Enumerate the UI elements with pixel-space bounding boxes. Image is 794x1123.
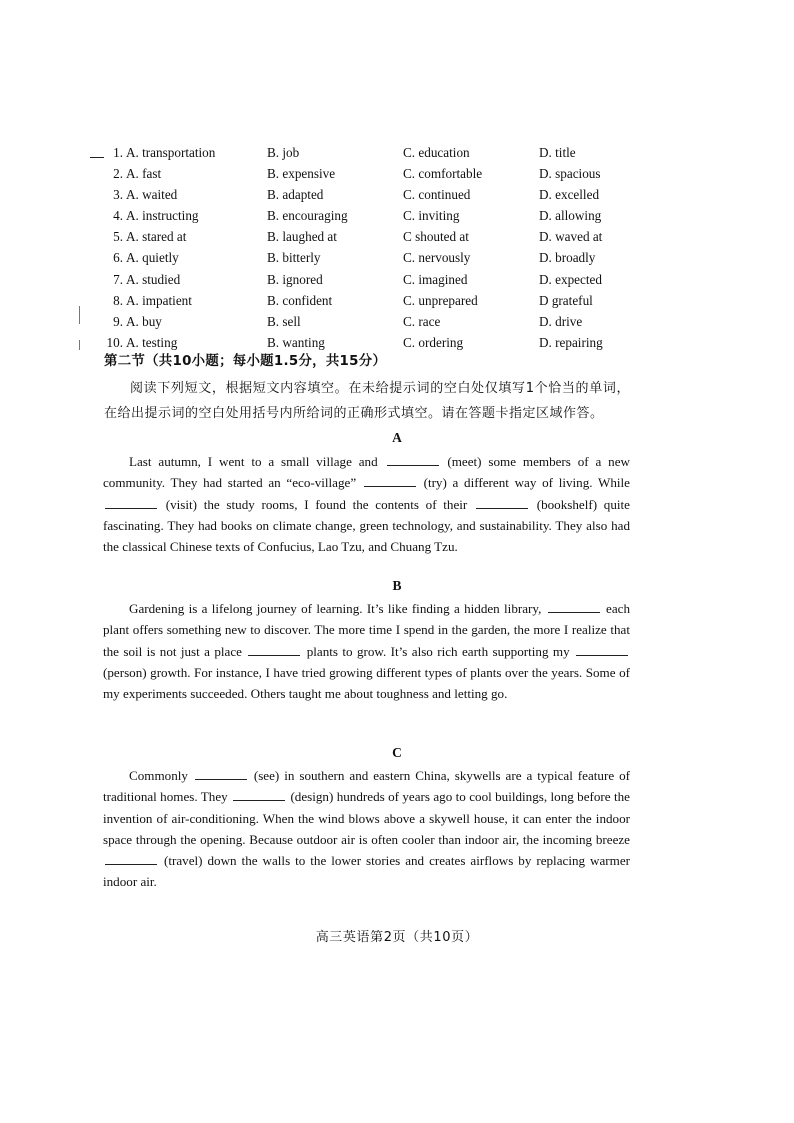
option-text: D. excelled: [539, 187, 600, 203]
option-text: C. education: [403, 145, 470, 160]
question-number: 2.: [113, 166, 123, 182]
option-text: B. job: [267, 145, 300, 160]
option-3-d: [539, 184, 625, 205]
margin-mark: [79, 340, 80, 350]
option-text: B. adapted: [267, 187, 324, 203]
page-footer: 高三英语第2页（共10页）: [315, 930, 479, 945]
fill-blank[interactable]: [548, 601, 600, 613]
answer-blank-q1: [90, 157, 104, 158]
fill-blank[interactable]: [105, 853, 157, 865]
option-6-d: [539, 247, 625, 268]
passage-c-text: (see) in southern and eastern China, skywells are a typical feature of traditional homes. They: [103, 768, 630, 805]
passage-b-text: plants to grow. It’s also rich earth supporting my: [306, 643, 570, 659]
passage-c-text: Commonly: [129, 768, 188, 783]
option-text: D. repairing: [539, 334, 603, 350]
option-text: B. confident: [267, 292, 333, 308]
option-5-a: [105, 226, 267, 247]
passage-a: [103, 451, 630, 557]
option-text: A. buy: [126, 313, 162, 329]
option-text: D. spacious: [539, 166, 601, 182]
option-text: A. testing: [126, 334, 178, 350]
option-text: C. comfortable: [403, 166, 483, 182]
option-text: B. laughed at: [267, 229, 337, 245]
option-8-b: [267, 290, 403, 311]
option-text: A. fast: [126, 166, 162, 182]
option-text: D. drive: [539, 313, 583, 329]
passage-a-label: A: [392, 430, 402, 445]
option-3-c: [403, 184, 539, 205]
fill-blank[interactable]: [248, 644, 300, 656]
option-1-b: [267, 142, 403, 163]
question-number: 1.: [113, 145, 123, 160]
option-4-d: [539, 205, 625, 226]
option-text: B. wanting: [267, 334, 325, 350]
option-text: B. encouraging: [267, 208, 348, 224]
question-number: 9.: [113, 313, 123, 329]
passage-a-text: Last autumn, I went to a small village and: [129, 454, 378, 469]
option-4-a: [105, 205, 267, 226]
option-4-b: [267, 205, 403, 226]
option-text: A. stared at: [126, 229, 187, 245]
option-2-d: [539, 163, 625, 184]
option-5-d: [539, 226, 625, 247]
question-number: 8.: [113, 292, 123, 308]
option-text: D. allowing: [539, 208, 602, 224]
option-9-c: [403, 311, 539, 332]
option-text: C. continued: [403, 187, 471, 203]
option-text: A. instructing: [126, 208, 199, 224]
question-number: 3.: [113, 187, 123, 203]
option-6-b: [267, 247, 403, 268]
option-9-a: [105, 311, 267, 332]
option-text: D grateful: [539, 292, 593, 308]
option-9-d: [539, 311, 625, 332]
option-text: A. transportation: [126, 145, 216, 160]
option-text: A. waited: [126, 187, 178, 203]
option-2-b: [267, 163, 403, 184]
option-text: A. impatient: [126, 292, 192, 308]
passage-c-label: C: [392, 745, 402, 760]
option-text: A. studied: [126, 271, 181, 287]
option-text: B. expensive: [267, 166, 336, 182]
passage-b-text: (person) growth. For instance, I have tried growing different types of plants over the years. Some of my experiments succeeded. Others taught me about toughness and letting go.: [103, 664, 630, 702]
option-7-a: [105, 269, 267, 290]
question-number: 6.: [113, 250, 123, 266]
option-text: B. sell: [267, 313, 301, 329]
option-1-d: [539, 142, 625, 163]
option-8-d: [539, 290, 625, 311]
fill-blank[interactable]: [476, 497, 528, 509]
option-8-a: [105, 290, 267, 311]
passage-a-text: (visit) the study rooms, I found the contents of their: [165, 496, 468, 512]
option-text: C. inviting: [403, 208, 460, 224]
fill-blank[interactable]: [387, 454, 439, 466]
passage-c-text: (travel) down the walls to the lower stories and creates airflows by replacing warmer indoor air.: [103, 853, 631, 890]
option-text: C. imagined: [403, 271, 468, 287]
margin-mark: [79, 306, 80, 324]
fill-blank[interactable]: [233, 789, 285, 801]
question-number: 10.: [106, 334, 123, 350]
option-1-a: [105, 142, 267, 163]
option-10-c: [403, 332, 539, 353]
option-6-a: [105, 247, 267, 268]
fill-blank[interactable]: [105, 497, 157, 509]
fill-blank[interactable]: [576, 644, 628, 656]
passage-b-label: B: [392, 578, 402, 593]
passage-b-text: each plant offers something new to discover. The more time I spend in the garden, the more I realize that the soil is not just a place: [103, 601, 631, 659]
option-7-b: [267, 269, 403, 290]
option-text: A. quietly: [126, 250, 179, 266]
passage-a-text: (meet) some members of a new community. They had started an “eco-village”: [103, 454, 630, 491]
passage-a-text: (bookshelf) quite fascinating. They had books on climate change, green technology, and sustainability. They also had the classical Chinese texts of Confucius, Lao Tzu, and Chuang Tzu.: [103, 496, 630, 555]
option-text: C. unprepared: [403, 292, 478, 308]
cloze-options-grid: [105, 142, 625, 353]
passage-b-text: Gardening is a lifelong journey of learning. It’s like finding a hidden library,: [129, 601, 542, 616]
option-7-d: [539, 269, 625, 290]
fill-blank[interactable]: [195, 768, 247, 780]
passage-c: [103, 765, 630, 893]
option-3-a: [105, 184, 267, 205]
question-number: 7.: [113, 271, 123, 287]
option-text: B. bitterly: [267, 250, 321, 266]
option-text: C. nervously: [403, 250, 471, 266]
option-6-c: [403, 247, 539, 268]
passage-c-text: (design) hundreds of years ago to cool buildings, long before the invention of air-conditioning. When the wind blows above a skywell house, it can enter the indoor space through the opening. Because outdoor air is often cooler than indoor air, the incoming breeze: [103, 789, 630, 847]
option-10-d: [539, 332, 625, 353]
option-2-c: [403, 163, 539, 184]
option-8-c: [403, 290, 539, 311]
section-instructions: 阅读下列短文，根据短文内容填空。在未给提示词的空白处仅填写1个恰当的单词，在给出提示词的空白处用括号内所给词的正确形式填空。请在答题卡指定区域作答。: [104, 381, 630, 421]
section-title: 第二节（共10小题；每小题1.5分，共15分）: [104, 354, 387, 369]
option-9-b: [267, 311, 403, 332]
option-text: D. title: [539, 145, 576, 160]
option-3-b: [267, 184, 403, 205]
option-2-a: [105, 163, 267, 184]
option-text: D. waved at: [539, 229, 603, 245]
passage-b: [103, 598, 630, 704]
option-text: B. ignored: [267, 271, 323, 287]
option-7-c: [403, 269, 539, 290]
option-1-c: [403, 142, 539, 163]
option-4-c: [403, 205, 539, 226]
option-text: C. ordering: [403, 334, 464, 350]
question-number: 5.: [113, 229, 123, 245]
option-5-c: [403, 226, 539, 247]
option-text: C. race: [403, 313, 441, 329]
option-text: D. broadly: [539, 250, 596, 266]
option-text: D. expected: [539, 271, 602, 287]
passage-a-text: (try) a different way of living. While: [423, 475, 630, 491]
option-5-b: [267, 226, 403, 247]
option-text: C shouted at: [403, 229, 469, 245]
question-number: 4.: [113, 208, 123, 224]
fill-blank[interactable]: [364, 475, 416, 487]
